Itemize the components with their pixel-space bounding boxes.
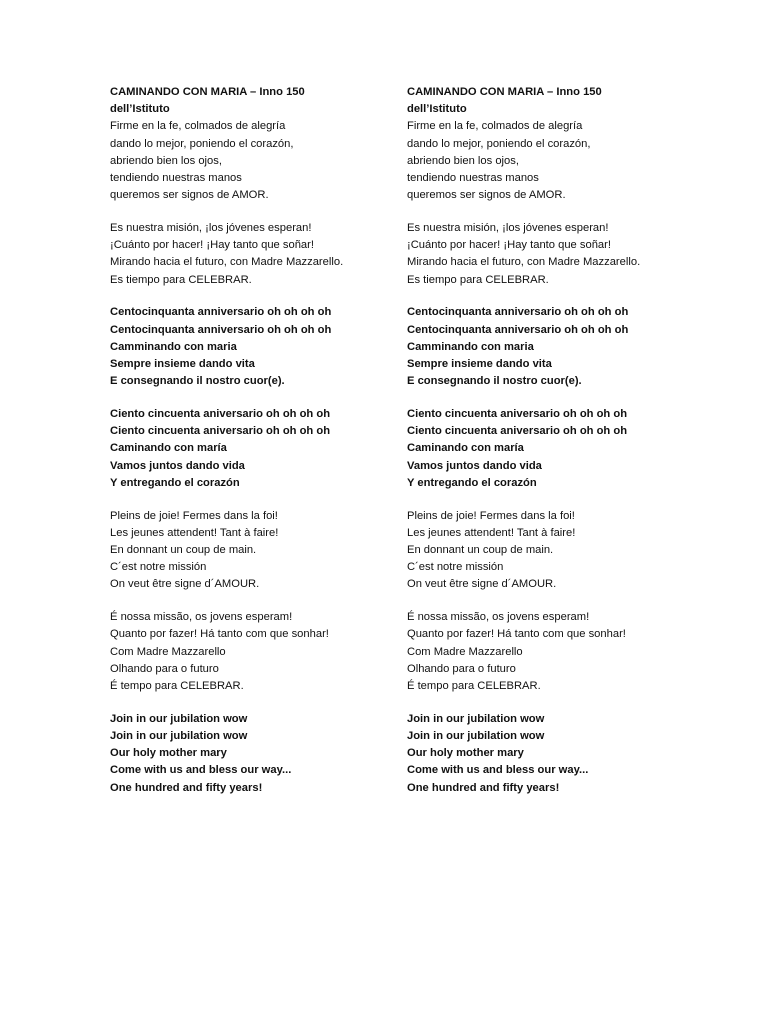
- lyric-line: Ciento cincuenta aniversario oh oh oh oh: [110, 425, 331, 438]
- lyric-line: É nossa missão, os jovens esperam!: [407, 611, 590, 624]
- lyric-line: Olhando para o futuro: [110, 662, 219, 675]
- lyric-line: abriendo bien los ojos,: [110, 154, 222, 167]
- lyric-line: Com Madre Mazzarello: [407, 645, 523, 658]
- lyric-line: dando lo mejor, poniendo el corazón,: [407, 137, 591, 150]
- lyric-line: Quanto por fazer! Há tanto com que sonhar!: [110, 628, 329, 641]
- lyric-line: queremos ser signos de AMOR.: [110, 189, 269, 202]
- lyric-line: E consegnando il nostro cuor(e).: [110, 375, 285, 388]
- verse-stanza: [407, 609, 697, 695]
- lyrics-column-left: [110, 84, 400, 812]
- lyric-line: Come with us and bless our way...: [110, 764, 292, 777]
- verse-stanza: [110, 118, 400, 204]
- lyric-line: En donnant un coup de main.: [407, 544, 554, 557]
- lyric-line: Les jeunes attendent! Tant à faire!: [110, 526, 279, 539]
- chorus-stanza: [407, 711, 697, 797]
- chorus-stanza: [407, 406, 697, 492]
- lyric-line: Our holy mother mary: [407, 747, 524, 760]
- chorus-stanza: [110, 711, 400, 797]
- lyrics-column-right: [407, 84, 697, 812]
- lyric-line: tendiendo nuestras manos: [110, 172, 242, 185]
- lyric-line: C´est notre missión: [407, 561, 504, 574]
- lyric-line: E consegnando il nostro cuor(e).: [407, 375, 582, 388]
- verse-stanza: [110, 609, 400, 695]
- lyric-line: Join in our jubilation wow: [407, 730, 545, 743]
- lyric-line: C´est notre missión: [110, 561, 207, 574]
- lyric-line: Camminando con maria: [110, 340, 237, 353]
- lyric-line: Join in our jubilation wow: [110, 730, 248, 743]
- lyric-line: Les jeunes attendent! Tant à faire!: [407, 526, 576, 539]
- lyric-line: Firme en la fe, colmados de alegría: [110, 120, 286, 133]
- lyric-line: Ciento cincuenta aniversario oh oh oh oh: [110, 408, 331, 421]
- lyric-line: É nossa missão, os jovens esperam!: [110, 611, 293, 624]
- lyric-line: On veut être signe d´AMOUR.: [110, 578, 260, 591]
- lyric-line: Centocinquanta anniversario oh oh oh oh: [407, 306, 629, 319]
- lyric-line: Centocinquanta anniversario oh oh oh oh: [407, 323, 629, 336]
- lyric-line: Quanto por fazer! Há tanto com que sonhar!: [407, 628, 626, 641]
- title-line: dell’Istituto: [407, 103, 467, 116]
- lyric-line: Centocinquanta anniversario oh oh oh oh: [110, 323, 332, 336]
- lyric-line: Our holy mother mary: [110, 747, 227, 760]
- lyric-line: tendiendo nuestras manos: [407, 172, 539, 185]
- lyric-line: Caminando con maría: [407, 442, 524, 455]
- lyric-line: Y entregando el corazón: [110, 476, 240, 489]
- lyric-line: Come with us and bless our way...: [407, 764, 589, 777]
- verse-stanza: [407, 118, 697, 204]
- lyric-line: Pleins de joie! Fermes dans la foi!: [407, 509, 575, 522]
- lyric-line: queremos ser signos de AMOR.: [407, 189, 566, 202]
- lyric-line: abriendo bien los ojos,: [407, 154, 519, 167]
- lyric-line: Caminando con maría: [110, 442, 227, 455]
- verse-stanza: [110, 508, 400, 594]
- lyric-line: Firme en la fe, colmados de alegría: [407, 120, 583, 133]
- lyric-line: One hundred and fifty years!: [110, 781, 263, 794]
- lyric-line: Centocinquanta anniversario oh oh oh oh: [110, 306, 332, 319]
- verse-stanza: [407, 508, 697, 594]
- lyric-line: Olhando para o futuro: [407, 662, 516, 675]
- title-line: CAMINANDO CON MARIA – Inno 150: [110, 86, 305, 98]
- lyric-line: Es tiempo para CELEBRAR.: [407, 273, 549, 286]
- lyric-line: Mirando hacia el futuro, con Madre Mazzarello.: [407, 256, 641, 269]
- lyric-line: Ciento cincuenta aniversario oh oh oh oh: [407, 425, 628, 438]
- lyric-line: Ciento cincuenta aniversario oh oh oh oh: [407, 408, 628, 421]
- chorus-stanza: [110, 304, 400, 390]
- lyric-line: É tempo para CELEBRAR.: [110, 680, 244, 693]
- lyric-line: Pleins de joie! Fermes dans la foi!: [110, 509, 278, 522]
- lyric-line: Mirando hacia el futuro, con Madre Mazzarello.: [110, 256, 344, 269]
- lyric-line: Com Madre Mazzarello: [110, 645, 226, 658]
- lyric-line: Es nuestra misión, ¡los jóvenes esperan!: [110, 222, 312, 235]
- lyric-line: dando lo mejor, poniendo el corazón,: [110, 137, 294, 150]
- lyric-line: Vamos juntos dando vida: [407, 459, 542, 472]
- lyric-line: É tempo para CELEBRAR.: [407, 680, 541, 693]
- lyric-line: One hundred and fifty years!: [407, 781, 560, 794]
- lyric-line: Join in our jubilation wow: [407, 712, 545, 725]
- lyric-line: Y entregando el corazón: [407, 476, 537, 489]
- lyric-line: Es nuestra misión, ¡los jóvenes esperan!: [407, 222, 609, 235]
- lyric-line: Vamos juntos dando vida: [110, 459, 245, 472]
- lyric-line: ¡Cuánto por hacer! ¡Hay tanto que soñar!: [407, 239, 611, 252]
- lyric-line: Camminando con maria: [407, 340, 534, 353]
- chorus-stanza: [110, 406, 400, 492]
- lyric-line: Join in our jubilation wow: [110, 712, 248, 725]
- title-line: dell’Istituto: [110, 103, 170, 116]
- song-title: [407, 84, 697, 118]
- verse-stanza: [110, 220, 400, 289]
- song-title: [110, 84, 400, 118]
- lyric-line: Sempre insieme dando vita: [110, 358, 255, 371]
- lyric-line: Sempre insieme dando vita: [407, 358, 552, 371]
- title-line: CAMINANDO CON MARIA – Inno 150: [407, 86, 602, 98]
- verse-stanza: [407, 220, 697, 289]
- lyric-line: Es tiempo para CELEBRAR.: [110, 273, 252, 286]
- lyric-line: ¡Cuánto por hacer! ¡Hay tanto que soñar!: [110, 239, 314, 252]
- lyric-line: En donnant un coup de main.: [110, 544, 257, 557]
- lyric-line: On veut être signe d´AMOUR.: [407, 578, 557, 591]
- chorus-stanza: [407, 304, 697, 390]
